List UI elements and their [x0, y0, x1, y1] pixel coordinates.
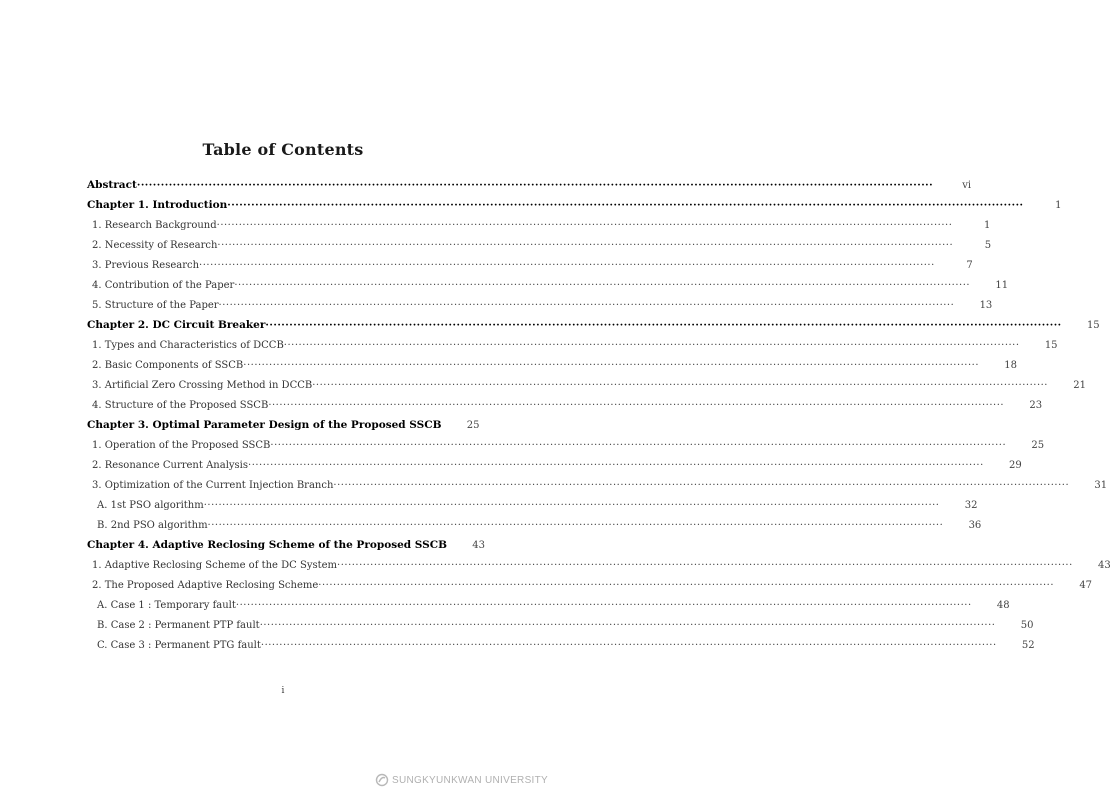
toc-entry-page: 47: [1079, 579, 1093, 591]
toc-entry-label: Chapter 3. Optimal Parameter Design of the Proposed SSCB: [87, 419, 442, 431]
toc-entry-page: 31: [1094, 479, 1108, 491]
toc-entry-label: 4. Structure of the Proposed SSCB: [92, 399, 269, 411]
toc-entry-label: B. 2nd PSO algorithm: [97, 519, 208, 531]
toc-entry[interactable]: [87, 475, 1108, 495]
toc-entry-label: 1. Adaptive Reclosing Scheme of the DC System: [92, 559, 338, 571]
toc-entry[interactable]: [87, 275, 1009, 295]
toc-entry[interactable]: [87, 195, 1062, 215]
toc-leader-dots: ········································································································································································································: [136, 179, 934, 191]
toc-entry[interactable]: [87, 295, 993, 315]
toc-entry-page: 48: [996, 599, 1010, 611]
toc-entry-label: B. Case 2 : Permanent PTP fault: [97, 619, 260, 631]
toc-leader-dots: ········································································································································································································: [318, 579, 1055, 591]
toc-leader-dots: ········································································································································································································: [260, 639, 997, 651]
toc-entry[interactable]: [87, 635, 1035, 655]
toc-entry[interactable]: [87, 415, 480, 435]
toc-entry-page: 13: [979, 299, 993, 311]
toc-entry-label: 5. Structure of the Paper: [92, 299, 219, 311]
toc-leader-dots: ········································································································································································································: [248, 459, 984, 471]
toc-entry-label: 1. Types and Characteristics of DCCB: [92, 339, 284, 351]
toc-entry[interactable]: [87, 435, 1045, 455]
toc-entry-page: 1: [984, 219, 991, 231]
toc-entry-page: 15: [1044, 339, 1058, 351]
toc-entry-label: A. Case 1 : Temporary fault: [97, 599, 236, 611]
toc-entry[interactable]: [87, 575, 1093, 595]
toc-entry-page: 18: [1004, 359, 1018, 371]
toc-entry-page: 52: [1021, 639, 1035, 651]
toc-leader-dots: ········································································································································································································: [337, 559, 1073, 571]
toc-leader-dots: ········································································································································································································: [270, 439, 1007, 451]
toc-entry-page: 11: [995, 279, 1009, 291]
toc-leader-dots: ········································································································································································································: [235, 599, 972, 611]
toc-entry-page: 43: [1098, 559, 1111, 571]
toc-entry-page: 21: [1073, 379, 1086, 391]
toc-entry-page: 15: [1086, 319, 1100, 331]
toc-entry-page: 25: [466, 419, 480, 431]
toc-entry[interactable]: [87, 555, 1111, 575]
toc-entry[interactable]: [87, 515, 982, 535]
toc-entry-label: 1. Operation of the Proposed SSCB: [92, 439, 271, 451]
toc-entry-label: 4. Contribution of the Paper: [92, 279, 235, 291]
toc-entry-label: C. Case 3 : Permanent PTG fault: [97, 639, 261, 651]
toc-entry[interactable]: [87, 595, 1010, 615]
toc-entry-label: 3. Optimization of the Current Injection Branch: [92, 479, 334, 491]
toc-entry-page: 23: [1029, 399, 1043, 411]
toc-entry-page: 29: [1009, 459, 1022, 471]
toc-entry-label: 1. Research Background: [92, 219, 217, 231]
toc-leader-dots: ········································································································································································································: [217, 239, 954, 251]
toc-leader-dots: ········································································································································································································: [259, 619, 996, 631]
toc-entry-label: 3. Previous Research: [92, 259, 200, 271]
toc-entry-page: 5: [984, 239, 992, 251]
toc-entry-page: 32: [964, 499, 978, 511]
watermark-text: SUNGKYUNKWAN UNIVERSITY: [392, 774, 548, 786]
toc-leader-dots: ········································································································································································································: [268, 399, 1005, 411]
table-of-contents: [87, 175, 1111, 655]
page-title: Table of Contents: [202, 140, 364, 159]
toc-entry-page: 43: [472, 539, 485, 551]
toc-entry[interactable]: [87, 255, 973, 275]
toc-entry-page: 50: [1020, 619, 1034, 631]
toc-entry-label: Chapter 2. DC Circuit Breaker: [87, 319, 266, 331]
toc-leader-dots: ········································································································································································································: [218, 299, 955, 311]
toc-entry-page: vi: [962, 179, 972, 191]
toc-leader-dots: ········································································································································································································: [243, 359, 980, 371]
toc-leader-dots: ········································································································································································································: [234, 279, 971, 291]
toc-entry-label: Chapter 1. Introduction: [87, 199, 228, 211]
toc-entry-page: 7: [966, 259, 973, 271]
toc-leader-dots: ········································································································································································································: [265, 319, 1062, 331]
toc-leader-dots: ········································································································································································································: [283, 339, 1020, 351]
toc-entry[interactable]: [87, 495, 978, 515]
toc-entry-page: 25: [1031, 439, 1045, 451]
page-number: i: [281, 686, 285, 696]
toc-entry-label: 2. Resonance Current Analysis: [92, 459, 249, 471]
toc-entry-label: Chapter 4. Adaptive Reclosing Scheme of the Proposed SSCB: [87, 539, 447, 551]
toc-entry-page: 36: [968, 519, 982, 531]
toc-leader-dots: ········································································································································································································: [227, 199, 1024, 211]
toc-entry[interactable]: [87, 335, 1058, 355]
toc-entry[interactable]: [87, 235, 992, 255]
toc-entry-label: 2. The Proposed Adaptive Reclosing Scheme: [92, 579, 319, 591]
toc-entry[interactable]: [87, 455, 1022, 475]
university-watermark: [375, 773, 548, 787]
toc-entry-label: 3. Artificial Zero Crossing Method in DCCB: [92, 379, 313, 391]
toc-entry[interactable]: [87, 535, 485, 555]
university-logo-icon: [375, 773, 389, 787]
toc-entry[interactable]: [87, 215, 991, 235]
toc-leader-dots: ········································································································································································································: [333, 479, 1070, 491]
toc-leader-dots: ········································································································································································································: [312, 379, 1048, 391]
toc-entry[interactable]: [87, 355, 1018, 375]
toc-entry[interactable]: [87, 315, 1100, 335]
toc-leader-dots: ········································································································································································································: [203, 499, 940, 511]
toc-entry[interactable]: [87, 175, 972, 195]
toc-entry-label: A. 1st PSO algorithm: [97, 499, 204, 511]
toc-entry-label: Abstract: [87, 179, 137, 191]
toc-entry[interactable]: [87, 395, 1043, 415]
toc-entry[interactable]: [87, 615, 1034, 635]
toc-entry[interactable]: [87, 375, 1086, 395]
toc-entry-page: 1: [1055, 199, 1062, 211]
toc-leader-dots: ········································································································································································································: [216, 219, 953, 231]
toc-entry-label: 2. Necessity of Research: [92, 239, 218, 251]
toc-entry-label: 2. Basic Components of SSCB: [92, 359, 244, 371]
toc-leader-dots: ········································································································································································································: [207, 519, 944, 531]
toc-leader-dots: ········································································································································································································: [199, 259, 935, 271]
